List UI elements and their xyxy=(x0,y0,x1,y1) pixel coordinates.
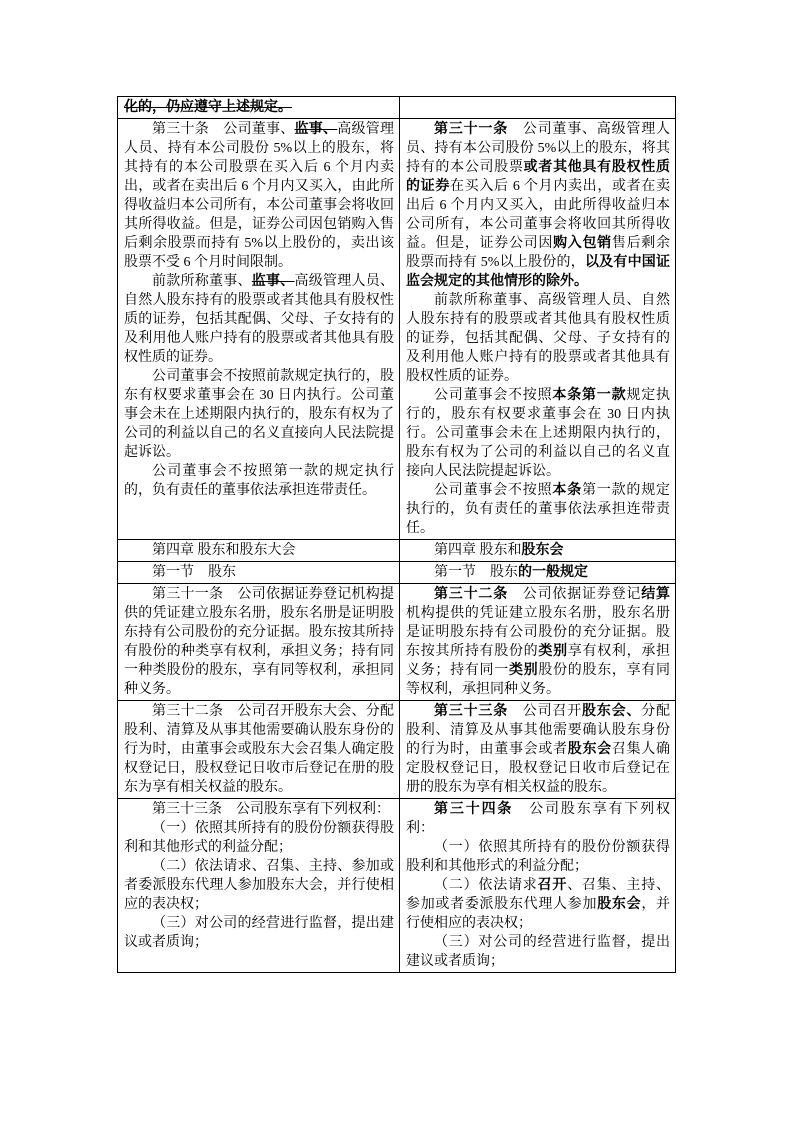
text-run: 前款所称董事、 xyxy=(152,274,252,289)
comparison-table-body xyxy=(118,97,676,973)
row-section-1-heading-right-cell xyxy=(400,562,676,584)
text-run-revised: 以及有中国证监会规定的其他情形的除外。 xyxy=(406,255,671,289)
text-run: 第三十三条 公司股东享有下列权利： xyxy=(152,802,390,817)
text-run-revised: 第三十二条 xyxy=(434,587,508,602)
paragraph xyxy=(124,462,394,500)
row-article-33-vs-34-left-cell xyxy=(118,799,400,973)
row-article-31-vs-32-right-cell xyxy=(400,584,676,701)
text-run-revised: 类别 xyxy=(538,644,568,659)
row-continuation-left-cell xyxy=(118,97,400,119)
paragraph xyxy=(124,702,394,797)
text-run-revised: 本条 xyxy=(552,483,583,498)
text-run: 第一节 股东 xyxy=(152,565,236,580)
text-run: ，并行使相应的表决权； xyxy=(406,897,671,931)
text-run-revised: 类别 xyxy=(508,663,539,678)
row-continuation xyxy=(118,97,676,119)
text-run-revised: 第三十四条 xyxy=(434,802,514,817)
text-run: 公司董事会不按照前款规定执行的，股东有权要求董事会在 30 日内执行。公司董事会未在上述期限内执行的，股东有权为了公司的利益以自己的名义直接向人民法院提起诉讼。 xyxy=(124,369,394,460)
text-run: 第四章 股东和 xyxy=(434,543,522,558)
text-run-revised: 股东会、 xyxy=(582,704,642,719)
paragraph xyxy=(124,98,394,117)
text-run-deleted: 化的，仍应遵守上述规定。 xyxy=(124,100,292,115)
paragraph xyxy=(406,585,670,699)
text-run: （一）依照其所持有的股份份额获得股利和其他形式的利益分配； xyxy=(406,840,670,874)
paragraph xyxy=(124,563,394,582)
paragraph xyxy=(406,876,670,933)
row-article-30-vs-31-left-cell xyxy=(118,119,400,540)
paragraph xyxy=(124,819,394,857)
text-run: （一）依照其所持有的股份份额获得股利和其他形式的利益分配； xyxy=(124,821,394,855)
text-run: 第三十二条 公司召开股东大会、分配股利、清算及从事其他需要确认股东身份的行为时，由董事会或股东大会召集人确定股权登记日，股权登记日收市后登记在册的股东为享有相关权益的股东。 xyxy=(124,704,394,795)
paragraph xyxy=(406,563,670,582)
row-article-31-vs-32-left-cell xyxy=(118,584,400,701)
text-run: 高级管理人员、自然人股东持有的股票或者其他具有股权性质的证券，包括其配偶、父母、子女持有的及利用他人账户持有的股票或者其他具有股权性质的证券。 xyxy=(124,274,394,365)
text-run: 公司召开 xyxy=(508,704,582,719)
row-section-1-heading xyxy=(118,562,676,584)
row-article-32-vs-33 xyxy=(118,701,676,799)
text-run: （二）依法请求 xyxy=(434,878,538,893)
paragraph xyxy=(406,800,670,838)
paragraph xyxy=(124,120,394,272)
paragraph xyxy=(124,857,394,914)
paragraph xyxy=(406,702,670,797)
text-run: 股份的股东，享有同等权利，承担同种义务。 xyxy=(406,663,671,697)
paragraph xyxy=(406,291,670,386)
paragraph xyxy=(406,481,670,538)
paragraph xyxy=(124,585,394,699)
text-run: 机构提供的凭证建立股东名册，股东名册是证明股东持有公司股份的充分证据。股东按其所持有股份的 xyxy=(406,606,670,659)
row-article-33-vs-34-right-cell xyxy=(400,799,676,973)
row-chapter-4-heading-right-cell xyxy=(400,540,676,562)
text-run: 高级管理人员、持有本公司股份 5%以上的股东，将其持有的本公司股票在买入后 6 个月内卖出，或者在卖出后 6 个月内又买入，由此所得收益归本公司所有，本公司董事会将收回其所得收益。但是，证券公司因包销购入售后剩余股票而持有 5%以上股份的，卖出该股票不受 6 个月时间限制。 xyxy=(124,122,394,270)
text-run: 第四章 股东和股东大会 xyxy=(152,543,296,558)
text-run: 公司依据证券登记 xyxy=(508,587,642,602)
row-article-32-vs-33-right-cell xyxy=(400,701,676,799)
text-run-revised: 股东会 xyxy=(521,543,564,558)
text-run-revised: 本条第一款 xyxy=(552,388,627,403)
text-run: 享有权利，承担义务；持有同一 xyxy=(406,644,671,678)
text-run: 规定执行的，股东有权要求董事会在 30 日内执行。公司董事会未在上述期限内执行的，股东有权为了公司的利益以自己的名义直接向人民法院提起诉讼。 xyxy=(406,388,671,479)
text-run: 公司股东享有下列权利： xyxy=(406,802,671,836)
text-run: 第三十一条 公司依据证券登记机构提供的凭证建立股东名册，股东名册是证明股东持有公司股份的充分证据。股东按其所持有股份的种类享有权利，承担义务；持有同一种类股份的股东，享有同等权利，承担同种义务。 xyxy=(124,587,394,697)
text-run-revised: 购入包销 xyxy=(553,236,612,251)
text-run-revised: 结算 xyxy=(641,587,671,602)
paragraph xyxy=(124,367,394,462)
paragraph xyxy=(406,120,670,291)
text-run-revised: 召开 xyxy=(537,878,568,893)
text-run: 第一款的规定执行的，负有责任的董事依法承担连带责任。 xyxy=(406,483,671,536)
text-run-revised: 第三十三条 xyxy=(434,704,508,719)
row-article-30-vs-31-right-cell xyxy=(400,119,676,540)
text-run: 分配股利、清算及从事其他需要确认股东身份的行为时，由董事会或者 xyxy=(406,704,671,757)
paragraph xyxy=(124,272,394,367)
text-run: （三）对公司的经营进行监督，提出建议或者质询； xyxy=(124,916,394,950)
paragraph xyxy=(406,386,670,481)
text-run: 公司董事会不按照第一款的规定执行的，负有责任的董事依法承担连带责任。 xyxy=(124,464,394,498)
paragraph xyxy=(406,838,670,876)
text-run: （二）依法请求、召集、主持、参加或者委派股东代理人参加股东大会，并行使相应的表决权； xyxy=(124,859,394,912)
paragraph xyxy=(406,933,670,971)
text-run: （三）对公司的经营进行监督，提出建议或者质询； xyxy=(406,935,670,969)
text-run: 、召集、主持、参加或者委派股东代理人参加 xyxy=(406,878,671,912)
text-run: 公司董事会不按照 xyxy=(434,483,553,498)
text-run-deleted: 监事、 xyxy=(251,274,295,289)
paragraph xyxy=(406,541,670,560)
row-section-1-heading-left-cell xyxy=(118,562,400,584)
row-continuation-right-cell xyxy=(400,97,676,119)
text-run-revised: 或者其他具有股权性质的证券 xyxy=(406,160,671,194)
text-run: 公司董事会不按照 xyxy=(434,388,553,403)
text-run: 公司董事、高级管理人员、持有本公司股份 5%以上的股东，将其持有的本公司股票 xyxy=(406,122,670,175)
paragraph xyxy=(124,914,394,952)
text-run-revised: 股东会 xyxy=(567,742,612,757)
text-run-revised: 的一般规定 xyxy=(518,565,588,580)
text-run: 前款所称董事、高级管理人员、自然人股东持有的股票或者其他具有股权性质的证券，包括其配偶、父母、子女持有的及利用他人账户持有的股票或者其他具有股权性质的证券。 xyxy=(406,293,670,384)
text-run: 召集人确定股权登记日，股权登记日收市后登记在册的股东为享有相关权益的股东。 xyxy=(406,742,671,795)
row-article-30-vs-31 xyxy=(118,119,676,540)
row-article-31-vs-32 xyxy=(118,584,676,701)
text-run-deleted: 监事、 xyxy=(294,122,338,137)
row-chapter-4-heading xyxy=(118,540,676,562)
paragraph xyxy=(124,541,394,560)
comparison-table xyxy=(117,96,676,973)
text-run: 售后剩余股票而持有 5%以上股份的， xyxy=(406,236,671,270)
text-run: 第一节 股东 xyxy=(434,565,518,580)
row-article-33-vs-34 xyxy=(118,799,676,973)
row-article-32-vs-33-left-cell xyxy=(118,701,400,799)
row-chapter-4-heading-left-cell xyxy=(118,540,400,562)
paragraph xyxy=(124,800,394,819)
text-run: 第三十条 公司董事、 xyxy=(152,122,295,137)
text-run-revised: 第三十一条 xyxy=(434,122,508,137)
text-run-revised: 股东会 xyxy=(597,897,642,912)
text-run: 在买入后 6 个月内卖出，或者在卖出后 6 个月内又买入，由此所得收益归本公司所有，本公司董事会将收回其所得收益。但是，证券公司因 xyxy=(406,179,670,251)
